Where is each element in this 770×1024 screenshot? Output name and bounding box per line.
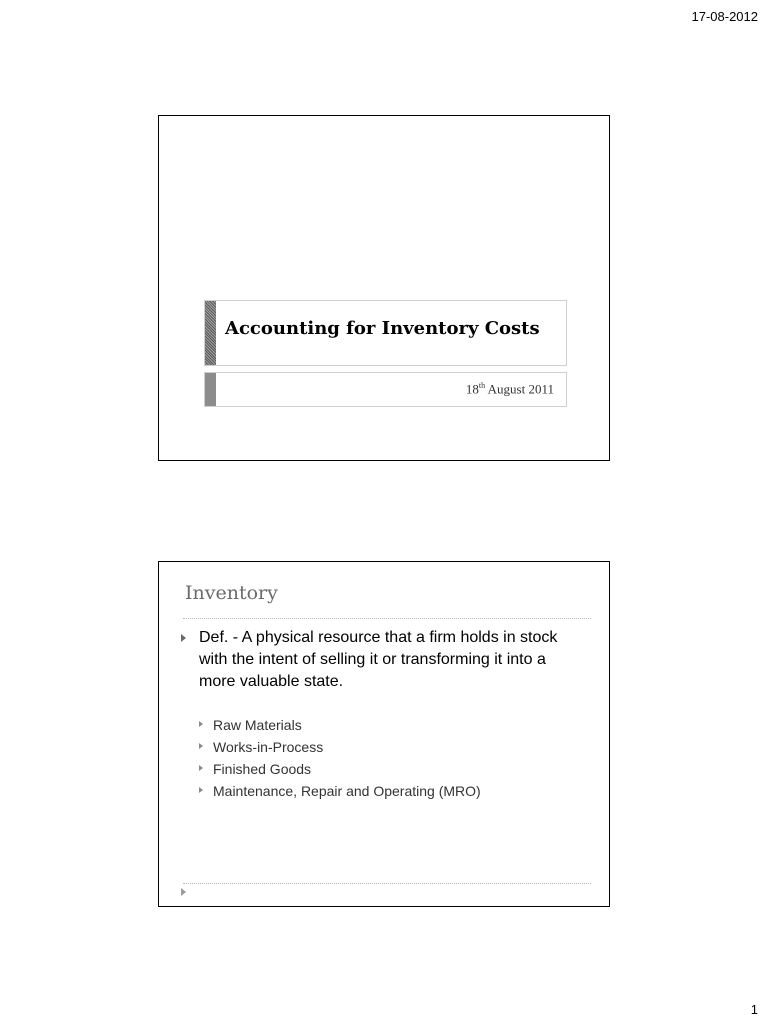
slide-title bbox=[158, 115, 610, 461]
page-number: 1 bbox=[750, 1002, 758, 1017]
sub-bullet-arrow-icon bbox=[199, 743, 203, 749]
date-day: 18 bbox=[465, 381, 479, 397]
footer-divider bbox=[183, 883, 591, 884]
title-accent-bar bbox=[205, 301, 216, 365]
list-item bbox=[199, 758, 481, 780]
inventory-types-list bbox=[199, 714, 481, 802]
slide-date bbox=[466, 381, 554, 397]
date-month-year: August 2011 bbox=[485, 381, 554, 397]
date-ordinal-suffix: th bbox=[478, 381, 486, 390]
sub-bullet-arrow-icon bbox=[199, 721, 203, 727]
sub-bullet-arrow-icon bbox=[199, 765, 203, 771]
title-box bbox=[204, 300, 567, 366]
bullet-arrow-icon bbox=[181, 634, 186, 642]
list-item-label: Works-in-Process bbox=[213, 739, 324, 755]
sub-bullet-arrow-icon bbox=[199, 787, 203, 793]
list-item bbox=[199, 714, 481, 736]
heading-divider bbox=[183, 618, 591, 619]
subtitle-box bbox=[204, 372, 567, 407]
footer-arrow-icon bbox=[181, 888, 186, 896]
list-item-label: Finished Goods bbox=[213, 761, 312, 777]
list-item-label: Maintenance, Repair and Operating (MRO) bbox=[213, 783, 481, 799]
subtitle-accent-bar bbox=[205, 373, 216, 406]
slide-title-text: Accounting for Inventory Costs bbox=[225, 318, 540, 339]
slide-heading: Inventory bbox=[185, 582, 278, 604]
list-item bbox=[199, 736, 481, 758]
slide-inventory bbox=[158, 561, 610, 907]
list-item-label: Raw Materials bbox=[213, 717, 302, 733]
page-date: 17-08-2012 bbox=[691, 9, 758, 24]
list-item bbox=[199, 780, 481, 802]
definition-text: Def. - A physical resource that a firm holds in stock with the intent of selling it or transforming it into a more valuable state. bbox=[199, 629, 558, 690]
